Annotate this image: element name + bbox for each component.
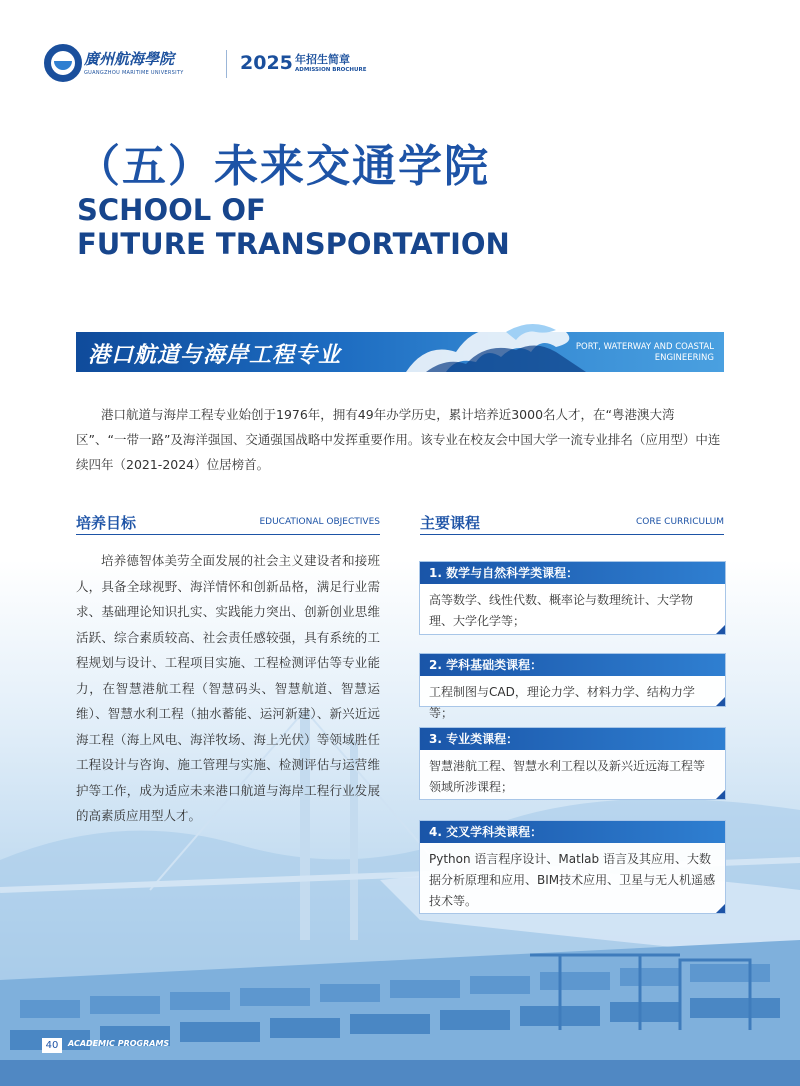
school-title-en-line2: FUTURE TRANSPORTATION: [77, 227, 510, 261]
major-title-cn: 港口航道与海岸工程专业: [88, 343, 342, 368]
curriculum-card: [419, 727, 726, 800]
corner-triangle-icon: [716, 625, 725, 634]
curriculum-card-title: 2. 学科基础类课程：: [420, 654, 725, 676]
page-header: [44, 44, 367, 80]
curriculum-title-cn: 主要课程: [420, 514, 481, 532]
major-banner: [76, 332, 724, 372]
curriculum-card-body: 高等数学、线性代数、概率论与数理统计、大学物理、大学化学等；: [429, 593, 694, 628]
curriculum-card-body: 工程制图与CAD，理论力学、材料力学、结构力学等；: [429, 685, 695, 720]
corner-triangle-icon: [716, 790, 725, 799]
university-seal-logo: [44, 44, 82, 82]
curriculum-card-title: 4. 交叉学科类课程：: [420, 821, 725, 843]
header-divider: [226, 50, 227, 78]
school-title-en: [77, 193, 510, 261]
corner-triangle-icon: [716, 904, 725, 913]
major-title-en-line1: PORT, WATERWAY AND COASTAL: [575, 342, 714, 352]
brochure-title-cn: 年招生简章: [295, 53, 350, 66]
major-title-en: [576, 342, 714, 364]
page-number: 40: [42, 1038, 62, 1053]
wave-icon: [406, 312, 586, 372]
school-title-cn: （五）未来交通学院: [76, 141, 490, 192]
objectives-title-cn: 培养目标: [76, 514, 137, 532]
curriculum-heading: [420, 512, 724, 535]
curriculum-card: [419, 561, 726, 635]
objectives-title-en: EDUCATIONAL OBJECTIVES: [259, 517, 380, 527]
university-name-en: GUANGZHOU MARITIME UNIVERSITY: [84, 70, 184, 76]
curriculum-card-body: Python 语言程序设计、Matlab 语言及其应用、大数据分析原理和应用、BIM技术应用、卫星与无人机遥感技术等。: [429, 852, 716, 908]
university-name: 廣州航海學院: [84, 50, 175, 68]
major-introduction: 港口航道与海岸工程专业始创于1976年，拥有49年办学历史，累计培养近3000名人才，在“粤港澳大湾区”、“一带一路”及海洋强国、交通强国战略中发挥重要作用。该专业在校友会中国大学一流专业排名（应用型）中连续四年（2021-2024）位居榜首。: [76, 407, 721, 472]
curriculum-card-body: 智慧港航工程、智慧水利工程以及新兴近远海工程等领域所涉课程；: [429, 759, 706, 794]
major-title-en-line2: ENGINEERING: [654, 353, 714, 363]
objectives-text: 培养德智体美劳全面发展的社会主义建设者和接班人，具备全球视野、海洋情怀和创新品格，满足行业需求、基础理论知识扎实、实践能力突出、创新创业思维活跃、综合素质较高、社会责任感较强，具有系统的工程规划与设计、工程项目实施、工程检测评估等专业能力，在智慧港航工程（智慧码头、智慧航道、智慧运维）、智慧水利工程（抽水蓄能、运河新建）、新兴近远海工程（海上风电、海洋牧场、海上光伏）等领域胜任工程设计与咨询、施工管理与实施、检测评估与运营维护等工作，成为适应未来港口航道与海岸工程行业发展的高素质应用型人才。: [76, 553, 380, 823]
section-label: ACADEMIC PROGRAMS: [68, 1039, 170, 1048]
corner-triangle-icon: [716, 697, 725, 706]
curriculum-card-title: 3. 专业类课程：: [420, 728, 725, 750]
brochure-title-en: ADMISSION BROCHURE: [295, 67, 367, 73]
curriculum-card: [419, 820, 726, 914]
brochure-year: 2025: [240, 52, 293, 74]
curriculum-title-en: CORE CURRICULUM: [636, 517, 724, 527]
curriculum-card: [419, 653, 726, 720]
objectives-heading: [76, 512, 380, 535]
curriculum-card-title: 1. 数学与自然科学类课程：: [420, 562, 725, 584]
school-title-en-line1: SCHOOL OF: [77, 193, 266, 227]
